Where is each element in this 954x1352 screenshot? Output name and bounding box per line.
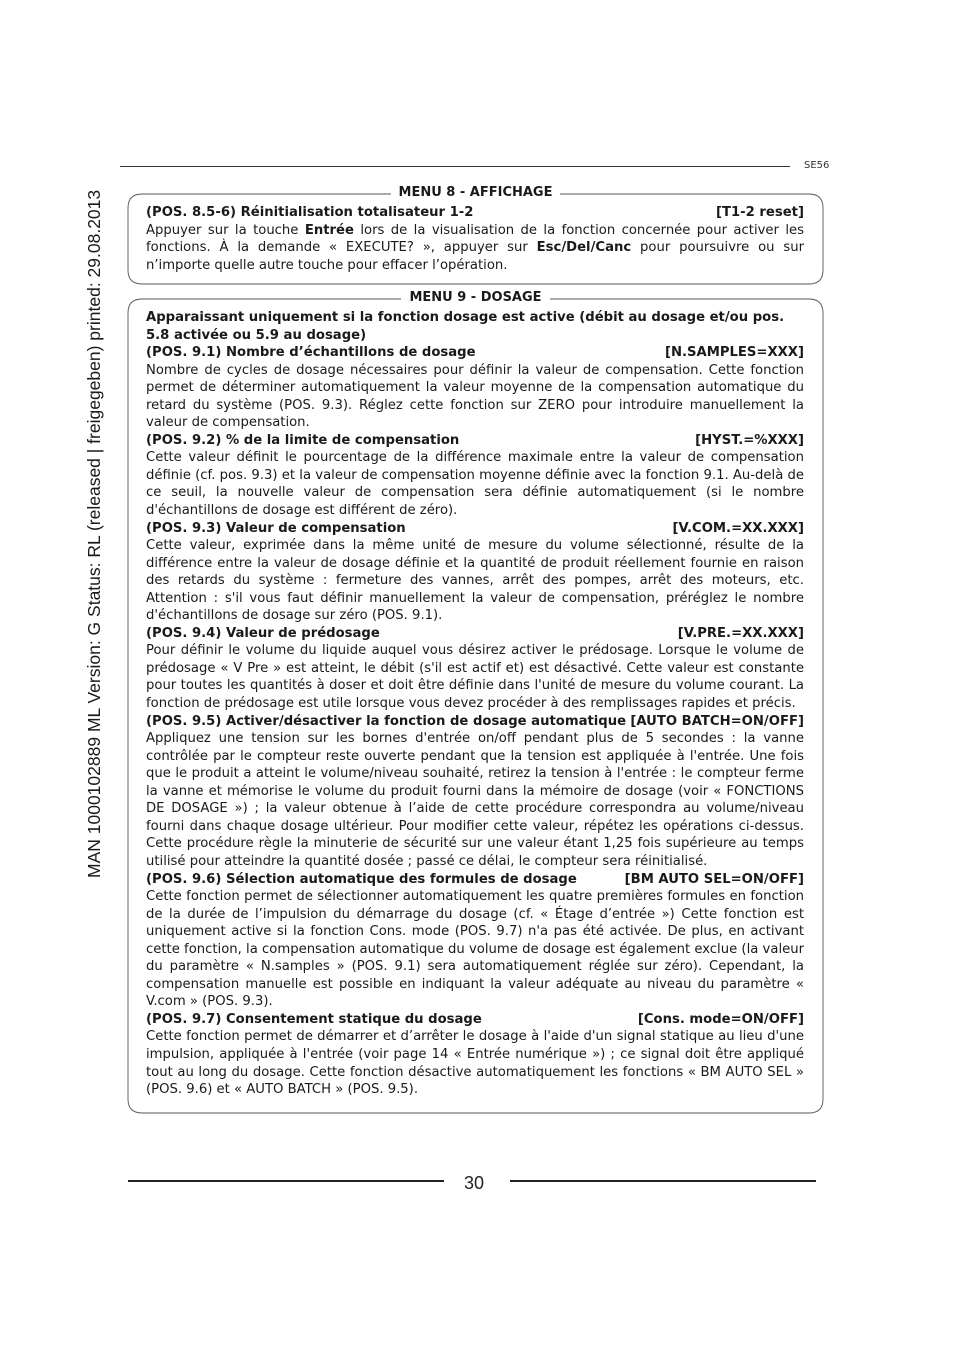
pos-9-2-heading: (POS. 9.2) % de la limite de compensation xyxy=(146,432,460,448)
document-code: SE56 xyxy=(804,160,830,171)
footer-rule-right xyxy=(510,1180,816,1182)
menu-8-section xyxy=(128,185,823,284)
menu-9-intro: Apparaissant uniquement si la fonction dosage est active (débit au dosage et/ou pos. 5.8 activée ou 5.9 au dosage) xyxy=(146,310,785,343)
pos-9-3-heading-row xyxy=(146,520,804,538)
pos-9-5-heading: (POS. 9.5) Activer/désactiver la fonction de dosage automatique xyxy=(146,713,627,729)
pos-9-2-code: [HYST.=%XXX] xyxy=(695,432,804,448)
footer-rule-left xyxy=(128,1180,444,1182)
pos-9-3-heading: (POS. 9.3) Valeur de compensation xyxy=(146,520,406,536)
pos-9-6-code: [BM AUTO SEL=ON/OFF] xyxy=(624,871,804,887)
pos-9-1-heading: (POS. 9.1) Nombre d’échantillons de dosage xyxy=(146,345,476,361)
pos-9-1-heading-row xyxy=(146,344,804,362)
pos-9-5-heading-row xyxy=(146,713,804,731)
pos-9-7-heading-row xyxy=(146,1011,804,1029)
pos-9-2-heading-row xyxy=(146,432,804,450)
pos-9-5-body: Appliquez une tension sur les bornes d'entrée on/off pendant plus de 5 secondes : la vanne contrôlée par le compteur reste ouverte pendant que la tension est appliquée à l'entrée. Une fois que le produit a atteint le volume/niveau souhaité, retirez la tension à l'entrée : le compteur ferme la vanne et mémorise le volume du produit fourni dans la mémoire de dosage (voir « FONCTIONS DE DOSAGE ») ; la valeur obtenue à l’aide de cette procédure correspondra au volume/niveau fourni dans chaque dosage ultérieur. Pour modifier cette valeur, répétez les opérations ci-dessus. Cette procédure règle la minuterie de sécurité sur une valeur étant 1,25 fois supérieure au temps utilisé pour atteindre la quantité dosée ; passé ce délai, le compteur sera réinitialisé. xyxy=(146,731,804,869)
menu-8-heading-row xyxy=(146,204,804,222)
pos-9-1-code: [N.SAMPLES=XXX] xyxy=(664,345,804,361)
menu-9-title: MENU 9 - DOSAGE xyxy=(128,290,823,305)
menu-8-title: MENU 8 - AFFICHAGE xyxy=(128,185,823,200)
pos-9-3-code: [V.COM.=XX.XXX] xyxy=(672,520,804,536)
menu-8-body: Appuyer sur la touche Entrée lors de la visualisation de la fonction concernée pour activer les fonctions. À la demande « EXECUTE? », appuyer sur Esc/Del/Canc pour poursuivre ou sur n’importe quelle autre touche pour effacer l’opération. xyxy=(146,222,804,273)
pos-9-1-body: Nombre de cycles de dosage nécessaires pour définir la valeur de compensation. Cette fonction permet de déterminer automatiquement la valeur moyenne de la compensation automatique du retard du système (POS. 9.3). Réglez cette fonction sur ZERO pour introduire manuellement la valeur de compensation. xyxy=(146,362,804,431)
pos-9-5-code: [AUTO BATCH=ON/OFF] xyxy=(630,713,804,729)
page-number: 30 xyxy=(464,1173,485,1193)
pos-9-6-heading: (POS. 9.6) Sélection automatique des formules de dosage xyxy=(146,871,577,887)
pos-9-6-heading-row xyxy=(146,871,804,889)
pos-9-2-body: Cette valeur définit le pourcentage de la différence maximale entre la valeur de compensation définie (cf. pos. 9.3) et la valeur de compensation moyenne définie avec la fonction 9.1. Au-delà de ce seuil, la nouvelle valeur de compensation sera définie automatiquement (si le nombre d'échantillons de dosage est différent de zéro). xyxy=(146,450,804,519)
pos-9-3-body: Cette valeur, exprimée dans la même unité de mesure du volume sélectionné, résulte de la différence entre la valeur de dosage définie et la quantité de produit réellement fournie en raison des retards du système : fermeture des vannes, arrêt des pompes, arrêt des moteurs, etc. Attention : s'il vous faut définir manuellement la valeur de compensation, préréglez le nombre d'échantillons de dosage sur zéro (POS. 9.1). xyxy=(146,538,804,624)
menu-9-section xyxy=(128,290,823,1113)
header-rule xyxy=(120,166,790,167)
pos-9-4-heading-row xyxy=(146,625,804,643)
pos-9-4-heading: (POS. 9.4) Valeur de prédosage xyxy=(146,625,380,641)
pos-9-7-body: Cette fonction permet de démarrer et d’arrêter le dosage à l'aide d'un signal statique au lieu d'une impulsion, appliquée à l'entrée (voir page 14 « Entrée numérique ») ; ce signal doit être appliqué tout au long du dosage. Cette fonction désactive automatiquement les fonctions « BM AUTO SEL » (POS. 9.6) et « AUTO BATCH » (POS. 9.5). xyxy=(146,1029,804,1098)
document-reference-label: MAN 1000102889 ML Version: G Status: RL (released | freigegeben) printed: 29.08.2013 xyxy=(84,189,104,878)
pos-9-4-body: Pour définir le volume du liquide auquel vous désirez activer le prédosage. Lorsque le volume de prédosage « V Pre » est atteint, le débit (s'il est actif et) est désactivé. Cette valeur est constante pour toutes les quantités à doser et doit être définie dans l'unité de mesure du volume courant. La fonction de prédosage est utile lorsque vous devez procéder à des remplissages rapides et précis. xyxy=(146,643,804,712)
pos-9-7-heading: (POS. 9.7) Consentement statique du dosage xyxy=(146,1011,482,1027)
menu-8-code: [T1-2 reset] xyxy=(715,205,804,220)
pos-9-7-code: [Cons. mode=ON/OFF] xyxy=(637,1011,804,1027)
menu-8-heading: (POS. 8.5-6) Réinitialisation totalisateur 1-2 xyxy=(146,205,474,220)
pos-9-4-code: [V.PRE.=XX.XXX] xyxy=(677,625,804,641)
pos-9-6-body: Cette fonction permet de sélectionner automatiquement les quatre premières formules en fonction de la durée de l’impulsion du démarrage du dosage (cf. « Étage d’entrée ») Cette fonction est uniquement active si la fonction Cons. mode (POS. 9.7) n'a pas été activée. De plus, en activant cette fonction, la compensation automatique du volume de dosage est également exclue (la valeur du paramètre « N.samples » (POS. 9.1) sera automatiquement réglée sur zéro). Cependant, la compensation manuelle est possible en indiquant la valeur adéquate au niveau du paramètre « V.com » (POS. 9.3). xyxy=(146,889,804,1010)
